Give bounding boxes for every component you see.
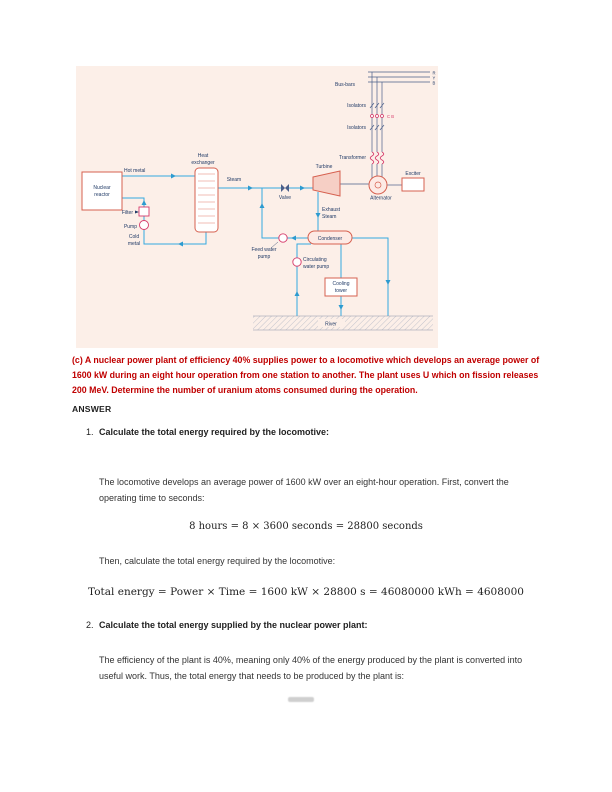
feed-water-pump-label-2: pump (257, 254, 271, 260)
turbine-label: Turbine (315, 164, 333, 170)
exhaust-steam-label-2: Steam (322, 214, 337, 220)
valve-symbol (281, 184, 289, 192)
nuclear-reactor-label-2: reactor (94, 192, 110, 198)
exciter-label: Exciter (405, 171, 421, 177)
partial-formula-fragment (288, 697, 314, 702)
filter-symbol (139, 207, 149, 216)
heat-exchanger-label-1: Heat (197, 153, 209, 159)
step1-paragraph-1: The locomotive develops an average power of 1600 kW over an eight-hour operation. First, convert the operating time to seconds: (99, 477, 509, 503)
isolators-top-label: Isolators (347, 103, 366, 109)
heat-exchanger-label-2: exchanger (191, 160, 215, 166)
filter-label: Filter (121, 210, 133, 216)
exciter-box (402, 178, 424, 191)
phase-r-label: R (432, 70, 436, 76)
river-band (253, 316, 433, 330)
step1-formula-2: Total energy = Power × Time = 1600 kW × 28800 s = 46080000 kWh = 4608000 (88, 586, 524, 598)
step1-paragraph-2: Then, calculate the total energy required by the locomotive: (99, 556, 336, 566)
circulating-water-pump-symbol (293, 258, 301, 266)
phase-b-label: B (432, 80, 436, 86)
list-number-1: 1. (86, 427, 94, 437)
alternator-label: Alternator (370, 195, 392, 202)
nuclear-power-plant-diagram (78, 68, 436, 348)
answer-heading: ANSWER (72, 404, 112, 414)
circulating-pump-label-1: Circulating (303, 257, 327, 263)
river-label: River (325, 321, 337, 328)
step2-paragraph-1: The efficiency of the plant is 40%, meaning only 40% of the energy produced by the plant is converted into useful work. Thus, the total energy that needs to be produced by the plant is: (99, 655, 523, 681)
turbine-symbol (313, 171, 340, 196)
cooling-tower-label-1: Cooling (332, 281, 350, 287)
circulating-pump-label-2: water pump (303, 264, 330, 270)
step1-formula-1: 8 hours = 8 × 3600 seconds = 28800 seconds (189, 521, 423, 532)
nuclear-reactor-label-1: Nuclear (93, 185, 111, 191)
bus-bars-label: Bus-bars (334, 82, 355, 88)
cold-metal-label-2: metal (127, 241, 141, 247)
question-text: (c) A nuclear power plant of efficiency 40% supplies power to a locomotive which develops an average power of 1600 kW during an eight hour operation from one station to another. The plant uses U which on fission releases 200 MeV. Determine the number of uranium atoms consumed during the operation. (72, 355, 540, 396)
pump-label: Pump (123, 224, 137, 230)
isolators-bottom-label: Isolators (347, 125, 366, 131)
steam-label: Steam (226, 177, 242, 183)
step1-heading: Calculate the total energy required by the locomotive: (99, 427, 330, 437)
heat-exchanger-symbol (195, 168, 218, 232)
transformer-symbol (370, 152, 384, 164)
feed-water-pump-symbol (279, 234, 287, 242)
cold-metal-label-1: Cold (128, 234, 140, 240)
cooling-tower-label-2: tower (334, 288, 348, 294)
metal-pump-symbol (140, 221, 149, 230)
exhaust-steam-label-1: Exhaust (322, 207, 341, 213)
step2-heading: Calculate the total energy supplied by the nuclear power plant: (99, 620, 368, 630)
alternator-symbol (369, 176, 387, 194)
filter-pointer-arrow (135, 211, 139, 214)
nuclear-reactor-box (82, 172, 122, 210)
circuit-breaker-dots (371, 115, 384, 118)
feed-water-pump-label-1: Feed water (251, 247, 277, 253)
list-number-2: 2. (86, 620, 94, 630)
condenser-label: Condenser (317, 236, 343, 242)
circuit-breaker-label: C B (387, 114, 394, 119)
hot-metal-label: Hot metal (124, 168, 146, 174)
phase-y-label: Y (432, 75, 436, 81)
transformer-label: Transformer (338, 155, 366, 161)
valve-label: Valve (278, 195, 292, 201)
